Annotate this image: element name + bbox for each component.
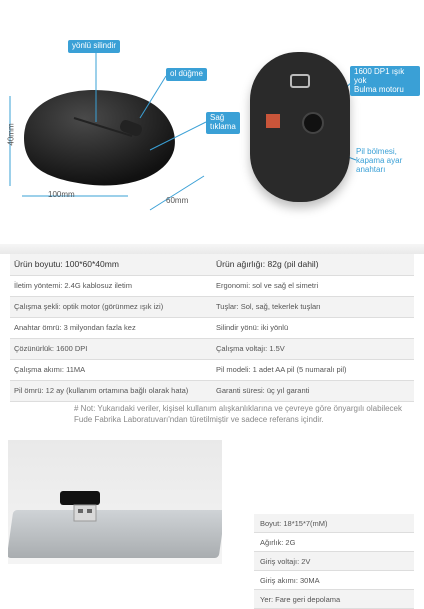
spec-cell-left: Çözünürlük: 1600 DPI [10,338,212,359]
scroll-wheel-callout: yönlü silindir [68,40,120,53]
laptop-image [8,510,222,558]
spec-row [10,296,414,317]
dpi-callout [350,66,420,96]
spec-cell-right: Ergonomi: sol ve sağ el simetri [212,275,414,296]
right-click-callout: Sağ tıklama [206,112,240,134]
spec-cell-right: Pil modeli: 1 adet AA pil (5 numaralı pil) [212,359,414,380]
left-button-callout: ol düğme [166,68,207,81]
usb-receiver-icon [56,487,112,523]
dpi-subtitle: Bulma motoru [354,84,404,94]
callout-lines [0,0,424,238]
logo-icon [290,74,310,88]
spec-cell-left: Pil ömrü: 12 ay (kullanım ortamına bağlı olarak hata) [10,380,212,401]
switch-icon [266,114,280,128]
height-dimension: 40mm [6,123,16,146]
spec-cell-right: Çalışma voltajı: 1.5V [212,338,414,359]
receiver-spec-list [254,514,414,609]
dpi-title: 1600 DP1 ışık yok [354,67,405,85]
spec-cell-left: Ürün boyutu: 100*60*40mm [10,254,212,275]
receiver-spec-weight: Ağırlık: 2G [254,533,414,552]
spec-cell-right: Silindir yönü: iki yönlü [212,317,414,338]
width-dimension: 60mm [166,196,189,205]
receiver-spec-current: Giriş akımı: 30MA [254,571,414,590]
spec-cell-left: İletim yöntemi: 2.4G kablosuz iletim [10,275,212,296]
spec-cell-right: Garanti süresi: üç yıl garanti [212,380,414,401]
spec-cell-left: Çalışma şekli: optik motor (görünmez ışık izi) [10,296,212,317]
hero-image [0,0,424,238]
spec-table [10,254,414,402]
sensor-icon [302,112,324,134]
spec-row [10,338,414,359]
disclaimer-note: # Not: Yukarıdaki veriler, kişisel kullanım alışkanlıklarına ve çevreye göre önyargılı olabilecek Fude Fabrika Laboratuvarı'ndan türetilmiştir ve sadece referans içindir. [74,404,403,424]
spec-row [10,254,414,275]
receiver-spec-voltage: Giriş voltajı: 2V [254,552,414,571]
length-dimension: 100mm [48,190,75,199]
spec-row [10,317,414,338]
spec-cell-left: Çalışma akımı: 11MA [10,359,212,380]
receiver-spec-size: Boyut: 18*15*7(mM) [254,514,414,533]
receiver-image [8,440,222,564]
spec-row [10,275,414,296]
section-divider [0,244,424,254]
battery-callout: Pil bölmesi, kapama ayar anahtarı [356,147,403,174]
spec-row [10,359,414,380]
spec-cell-left: Anahtar ömrü: 3 milyondan fazla kez [10,317,212,338]
spec-row [10,380,414,401]
spec-cell-right: Tuşlar: Sol, sağ, tekerlek tuşları [212,296,414,317]
spec-cell-right: Ürün ağırlığı: 82g (pil dahil) [212,254,414,275]
receiver-spec-storage: Yer: Fare geri depolama [254,590,414,609]
mouse-bottom-image [250,52,350,202]
